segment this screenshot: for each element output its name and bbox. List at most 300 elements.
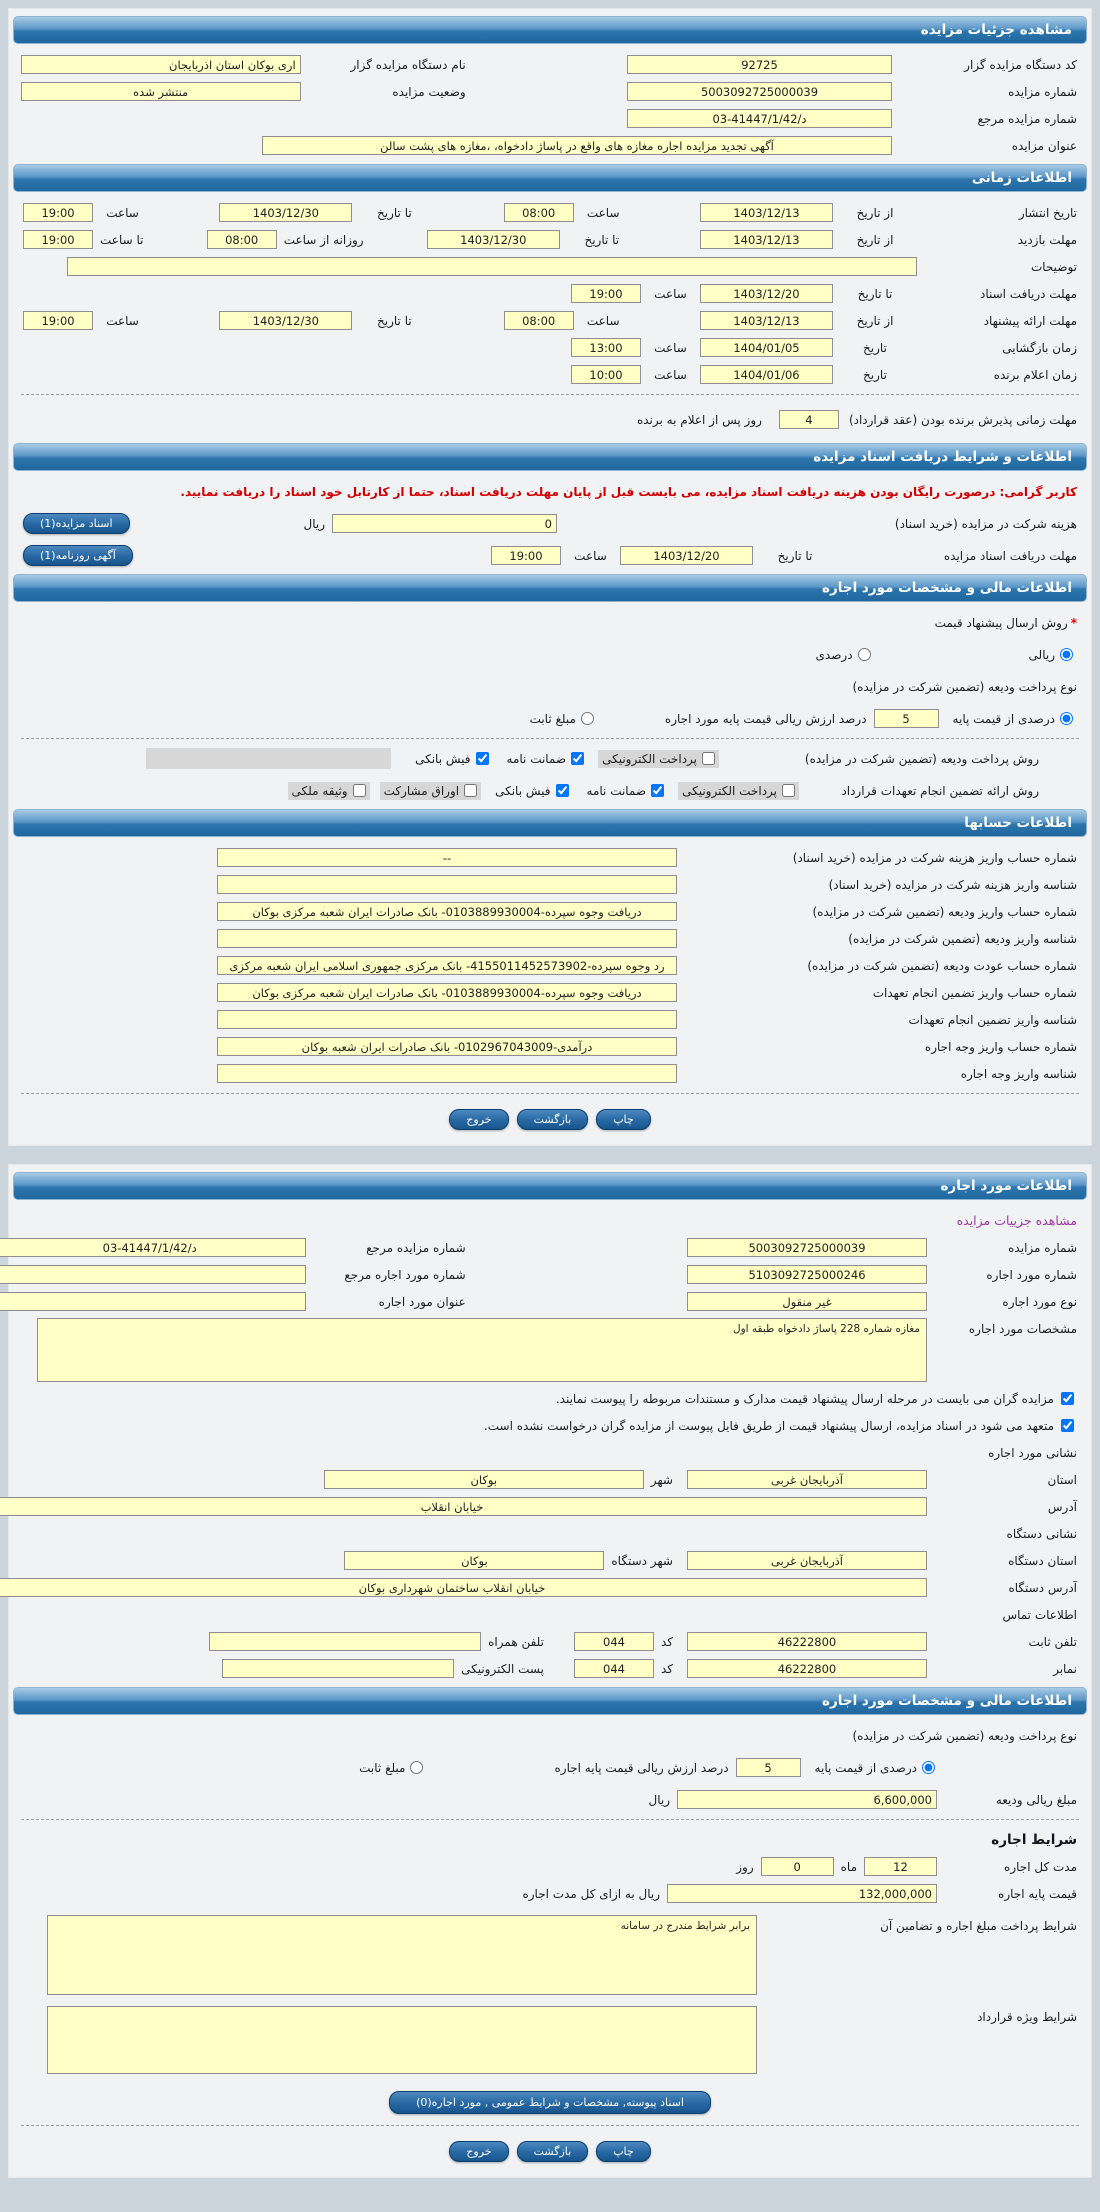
agency-row xyxy=(11,51,1089,78)
account-row xyxy=(11,844,1089,871)
print-button-2[interactable]: چاپ xyxy=(596,2141,651,2162)
visit-from-date-input[interactable] xyxy=(700,230,833,249)
rental-auction-ref-input[interactable] xyxy=(0,1238,306,1257)
epay-deposit-label: پرداخت الکترونیکی xyxy=(602,751,697,766)
item-province-city-row xyxy=(11,1466,1089,1493)
auction-title-input[interactable] xyxy=(262,136,892,155)
rental-specs-label: مشخصات مورد اجاره xyxy=(968,1322,1077,1336)
item-address-heading: نشانی مورد اجاره xyxy=(988,1445,1077,1460)
rental-section-bar xyxy=(13,1172,1087,1200)
attachments-button[interactable]: اسناد پیوسته, مشخصات و شرایط عمومی , مورد اجاره(0) xyxy=(389,2091,711,2114)
agency-name-label: نام دستگاه مزایده گزار xyxy=(350,57,466,72)
percent-of-base-option-2 xyxy=(811,1759,939,1777)
guarantee-letter-deposit-label: ضمانت نامه xyxy=(506,751,567,766)
rental-auction-number-label: شماره مزایده xyxy=(1008,1240,1077,1255)
winner-date-input[interactable] xyxy=(700,365,833,384)
docs-deadline2-label: مهلت دریافت اسناد مزایده xyxy=(943,548,1077,563)
back-button-2[interactable]: بازگشت xyxy=(517,2141,589,2162)
offer-from-time-input[interactable] xyxy=(504,311,574,330)
deposit-amount-row xyxy=(11,1786,1089,1813)
fixed-amount-option xyxy=(526,710,598,728)
rental-auction-ref-group xyxy=(23,1238,466,1257)
account-label: شناسه واریز وجه اجاره xyxy=(960,1066,1077,1081)
duration-label: مدت کل اجاره xyxy=(1004,1859,1077,1874)
to-hour-caption: تا ساعت xyxy=(100,232,144,247)
panel2-buttons-row xyxy=(11,2132,1089,2167)
payment-terms-label: شرایط پرداخت مبلغ اجاره و تضامین آن xyxy=(880,1919,1077,1933)
email-label: پست الکترونیکی xyxy=(461,1661,544,1676)
visit-to-date-input[interactable] xyxy=(427,230,560,249)
epay-deposit-checkbox[interactable] xyxy=(702,752,715,765)
agency-address-input[interactable] xyxy=(0,1578,927,1597)
percent-option-label: درصدی xyxy=(815,647,853,662)
account-row xyxy=(11,979,1089,1006)
base-price-row xyxy=(11,1880,1089,1907)
code-caption: کد xyxy=(660,1661,673,1676)
fulfillment-guarantee-row xyxy=(11,777,1089,804)
separator xyxy=(21,738,1079,739)
to-date-caption: تا تاریخ xyxy=(857,286,893,301)
base-price-label: قیمت پایه اجاره xyxy=(998,1886,1077,1901)
account-value-input[interactable] xyxy=(217,848,677,867)
auction-ref-input[interactable] xyxy=(627,109,892,128)
duration-months-input[interactable] xyxy=(864,1857,937,1876)
from-date-caption: از تاریخ xyxy=(856,205,894,220)
account-row xyxy=(11,1033,1089,1060)
opening-time-row xyxy=(11,334,1089,361)
auction-status-label: وضعیت مزایده xyxy=(392,84,466,99)
bank-receipt-deposit-option xyxy=(411,750,492,768)
price-method-options-row xyxy=(11,641,1089,668)
docs-deadline-time-input[interactable] xyxy=(571,284,641,303)
view-details-link-row xyxy=(11,1207,1089,1234)
special-terms-label: شرایط ویژه قرارداد xyxy=(977,2010,1077,2024)
item-specs-textarea[interactable] xyxy=(37,1318,927,1382)
docs-deadline-date-input[interactable] xyxy=(700,284,833,303)
deposit-amount-label: مبلغ ریالی ودیعه xyxy=(995,1792,1077,1807)
bank-receipt-deposit-label: فیش بانکی xyxy=(415,751,471,766)
fixed-amount-radio[interactable] xyxy=(581,712,594,725)
docs-fee-input[interactable] xyxy=(332,514,557,533)
auction-number-group xyxy=(466,82,1077,101)
acceptance-suffix: روز پس از اعلام به برنده xyxy=(636,412,762,427)
agency-code-input[interactable] xyxy=(627,55,892,74)
account-label: شناسه واریز تضمین انجام تعهدات xyxy=(908,1012,1077,1027)
account-value-input[interactable] xyxy=(217,956,677,975)
date-caption: تاریخ xyxy=(863,367,887,382)
account-value-input[interactable] xyxy=(217,902,677,921)
agency-address-heading: نشانی دستگاه xyxy=(1006,1526,1077,1541)
docs-warning-text: کاربر گرامی: درصورت رایگان بودن هزینه دریافت اسناد مزایده، می بایست قبل از پایان مهلت دریافت اسناد، حتما از کارتابل خود اسناد را دریافت نمایید. xyxy=(180,484,1077,499)
deposit-type2-label-row xyxy=(11,1722,1089,1749)
publish-parts xyxy=(23,203,917,222)
panel1-buttons-row xyxy=(11,1100,1089,1135)
offer-label: مهلت ارائه پیشنهاد xyxy=(983,313,1077,328)
acceptance-days-input[interactable] xyxy=(779,410,839,429)
agency-address-row xyxy=(11,1574,1089,1601)
epay-fulfill-option xyxy=(678,782,799,800)
price-method-label-row xyxy=(11,609,1089,636)
epay-fulfill-label: پرداخت الکترونیکی xyxy=(682,783,777,798)
fixed-amount-label-2: مبلغ ثابت xyxy=(359,1760,406,1775)
docs-section-bar xyxy=(13,443,1087,471)
auction-title-row xyxy=(11,132,1089,159)
visit-from-time-input[interactable] xyxy=(207,230,277,249)
view-auction-details-link[interactable]: مشاهده جزییات مزایده xyxy=(956,1213,1077,1228)
financial-section-title: اطلاعات مالی و مشخصات مورد اجاره xyxy=(822,580,1072,596)
hour-caption: ساعت xyxy=(654,367,687,382)
percent-option xyxy=(812,646,875,664)
auction-number-label: شماره مزایده xyxy=(1008,84,1077,99)
view-details-section-title: مشاهده جزئیات مزایده xyxy=(920,22,1072,38)
property-collateral-fulfill-label: وثیقه ملکی xyxy=(291,783,348,798)
fax-input[interactable] xyxy=(687,1659,927,1678)
hour-caption: ساعت xyxy=(654,286,687,301)
account-label: شناسه واریز هزینه شرکت در مزایده (خرید اسناد) xyxy=(828,877,1077,892)
to-date-caption: تا تاریخ xyxy=(377,205,412,220)
terms-heading: شرایط اجاره xyxy=(991,1831,1077,1848)
fax-code-input[interactable] xyxy=(574,1659,654,1678)
daily-from-hour-caption: روزانه از ساعت xyxy=(283,232,364,247)
no-file-price-checkbox[interactable] xyxy=(1061,1419,1074,1432)
phone-label: تلفن ثابت xyxy=(1028,1634,1077,1649)
opening-time-input[interactable] xyxy=(571,338,641,357)
price-method-label: روش ارسال پیشنهاد قیمت xyxy=(934,615,1068,630)
separator xyxy=(21,2125,1079,2126)
rental-specs-row xyxy=(11,1315,1089,1385)
newspaper-ad-button[interactable]: آگهی روزنامه(1) xyxy=(23,545,133,566)
hour-caption: ساعت xyxy=(574,548,607,563)
account-value-input[interactable] xyxy=(217,875,677,894)
special-terms-textarea[interactable] xyxy=(47,2006,757,2074)
account-value-input[interactable] xyxy=(217,1010,677,1029)
payment-terms-textarea[interactable] xyxy=(47,1915,757,1995)
visit-dates-row xyxy=(11,226,1089,253)
offer-from-date-input[interactable] xyxy=(700,311,833,330)
deposit-pay-method-label: روش پرداخت ودیعه (تضمین شرکت در مزایده) xyxy=(804,751,1039,766)
city-label: شهر xyxy=(650,1472,673,1487)
attach-docs-required-checkbox[interactable] xyxy=(1061,1392,1074,1405)
separator xyxy=(21,394,1079,395)
account-value-input[interactable] xyxy=(217,1037,677,1056)
notes-label: توضیحات xyxy=(1030,259,1077,274)
winner-label: زمان اعلام برنده xyxy=(993,367,1077,382)
code-caption: کد xyxy=(660,1634,673,1649)
auction-number-input[interactable] xyxy=(627,82,892,101)
deposit-amount-input[interactable] xyxy=(677,1790,937,1809)
publish-from-time-input[interactable] xyxy=(504,203,574,222)
mobile-label: تلفن همراه xyxy=(488,1634,544,1649)
docs-fee-label: هزینه شرکت در مزایده (خرید اسناد) xyxy=(894,516,1077,531)
email-input[interactable] xyxy=(222,1659,454,1678)
base-price-input[interactable] xyxy=(667,1884,937,1903)
address-input[interactable] xyxy=(0,1497,927,1516)
rental-item-type-label: نوع مورد اجاره xyxy=(1002,1294,1077,1309)
account-row xyxy=(11,1006,1089,1033)
account-row xyxy=(11,952,1089,979)
auction-number-row xyxy=(11,78,1089,105)
rental-item-ref-label: شماره مورد اجاره مرجع xyxy=(344,1267,466,1282)
opening-label: زمان بازگشایی xyxy=(1002,340,1077,355)
publish-from-date-input[interactable] xyxy=(700,203,833,222)
docs-deadline2-row xyxy=(11,542,1089,569)
to-date-caption: تا تاریخ xyxy=(777,548,813,563)
view-details-section-bar xyxy=(13,16,1087,44)
fulfillment-guarantee-label: روش ارائه تضمین انجام تعهدات قرارداد xyxy=(841,783,1039,798)
account-label: شماره حساب عودت ودیعه (تضمین شرکت در مزایده) xyxy=(807,958,1077,973)
agency-code-group xyxy=(466,55,1077,74)
bank-receipt-fulfill-option xyxy=(491,782,572,800)
guarantee-letter-fulfill-label: ضمانت نامه xyxy=(586,783,647,798)
from-date-caption: از تاریخ xyxy=(856,313,894,328)
offer-parts xyxy=(23,311,917,330)
rental-item-ref-group xyxy=(23,1265,466,1284)
visit-parts xyxy=(23,230,917,249)
accounts-section-title: اطلاعات حسابها xyxy=(964,815,1072,831)
timing-section-title: اطلاعات زمانی xyxy=(971,170,1072,186)
attachments-button-row xyxy=(11,2082,1089,2119)
rental-item-number-label: شماره مورد اجاره xyxy=(986,1267,1077,1282)
account-label: شماره حساب واریز هزینه شرکت در مزایده (خرید اسناد) xyxy=(792,850,1077,865)
visit-label: مهلت بازدید xyxy=(1017,232,1077,247)
province-label: استان xyxy=(1047,1472,1077,1487)
province-input[interactable] xyxy=(687,1470,927,1489)
rental-auction-number-group xyxy=(466,1238,1077,1257)
hour-caption: ساعت xyxy=(106,205,139,220)
account-label: شماره حساب واریز تضمین انجام تعهدات xyxy=(872,985,1077,1000)
timing-section-bar xyxy=(13,164,1087,192)
property-collateral-fulfill-checkbox[interactable] xyxy=(353,784,366,797)
deposit-type-label: نوع پرداخت ودیعه (تضمین شرکت در مزایده) xyxy=(852,679,1077,694)
percent-of-base-option xyxy=(949,710,1077,728)
agency-address-heading-row xyxy=(11,1520,1089,1547)
deposit-type2-options-row xyxy=(11,1754,1089,1781)
financial2-section-bar xyxy=(13,1687,1087,1715)
rental-auction-number-row xyxy=(11,1234,1089,1261)
percent-of-base-label-2: درصدی از قیمت پایه xyxy=(814,1760,917,1775)
winner-announce-row xyxy=(11,361,1089,388)
publish-dates-row xyxy=(11,199,1089,226)
offer-dates-row xyxy=(11,307,1089,334)
guarantee-letter-deposit-checkbox[interactable] xyxy=(571,752,584,765)
separator xyxy=(21,1093,1079,1094)
special-terms-row xyxy=(11,2003,1089,2077)
rial-radio[interactable] xyxy=(1060,648,1073,661)
duration-row xyxy=(11,1853,1089,1880)
disabled-option-strip xyxy=(146,748,391,769)
rental-item-type-row xyxy=(11,1288,1089,1315)
rial-caption: ریال xyxy=(303,516,325,531)
to-date-caption: تا تاریخ xyxy=(377,313,412,328)
contact-heading: اطلاعات تماس xyxy=(1002,1607,1077,1622)
agency-province-label: استان دستگاه xyxy=(1008,1553,1077,1568)
rental-item-title-input[interactable] xyxy=(0,1292,306,1311)
phone-row xyxy=(11,1628,1089,1655)
deposit-pay-method-row xyxy=(11,745,1089,772)
hour-caption: ساعت xyxy=(106,313,139,328)
mobile-input[interactable] xyxy=(209,1632,481,1651)
bank-receipt-deposit-checkbox[interactable] xyxy=(476,752,489,765)
publish-label: تاریخ انتشار xyxy=(1018,205,1077,220)
fax-label: نمابر xyxy=(1053,1661,1077,1676)
auction-ref-label: شماره مزایده مرجع xyxy=(977,111,1077,126)
publish-to-date-input[interactable] xyxy=(219,203,352,222)
acceptance-deadline-row xyxy=(11,401,1089,438)
notes-row xyxy=(11,253,1089,280)
hour-caption: ساعت xyxy=(586,205,620,220)
rental-item-type-input[interactable] xyxy=(687,1292,927,1311)
rental-item-title-label: عنوان مورد اجاره xyxy=(378,1294,466,1309)
back-button[interactable]: بازگشت xyxy=(517,1109,589,1130)
payment-terms-row xyxy=(11,1912,1089,1998)
percent-of-base-radio[interactable] xyxy=(1060,712,1073,725)
hour-caption: ساعت xyxy=(586,313,620,328)
agency-province-input[interactable] xyxy=(687,1551,927,1570)
rental-item-type-group xyxy=(466,1292,1077,1311)
item-address-heading-row xyxy=(11,1439,1089,1466)
percent-suffix: درصد ارزش ریالی قیمت پایه مورد اجاره xyxy=(664,711,867,726)
agency-name-input[interactable] xyxy=(21,55,301,74)
rial-caption: ریال xyxy=(648,1792,670,1807)
panel-auction-details xyxy=(8,8,1092,1146)
days-caption: روز xyxy=(736,1859,754,1874)
docs-deadline2-date-input[interactable] xyxy=(620,546,753,565)
bonds-fulfill-option xyxy=(380,782,481,800)
epay-fulfill-checkbox[interactable] xyxy=(782,784,795,797)
property-collateral-fulfill-option xyxy=(288,782,370,800)
docs-deadline-label: مهلت دریافت اسناد xyxy=(979,286,1077,301)
attach-docs-required-row xyxy=(11,1385,1089,1412)
duration-days-input[interactable] xyxy=(761,1857,834,1876)
guarantee-letter-fulfill-checkbox[interactable] xyxy=(651,784,664,797)
percent-of-base-radio-2[interactable] xyxy=(922,1761,935,1774)
city-input[interactable] xyxy=(324,1470,644,1489)
accounts-section-bar xyxy=(13,809,1087,837)
bonds-fulfill-label: اوراق مشارکت xyxy=(383,783,460,798)
account-label: شماره حساب واریز ودیعه (تضمین شرکت در مزایده) xyxy=(812,904,1077,919)
account-label: شناسه واریز ودیعه (تضمین شرکت در مزایده) xyxy=(848,931,1077,946)
rental-item-number-row xyxy=(11,1261,1089,1288)
terms-heading-row xyxy=(11,1826,1089,1853)
print-button[interactable]: چاپ xyxy=(596,1109,651,1130)
agency-city-label: شهر دستگاه xyxy=(611,1553,673,1568)
base-price-suffix: ریال به ازای کل مدت اجاره xyxy=(522,1886,660,1901)
phone-code-input[interactable] xyxy=(574,1632,654,1651)
auction-status-input[interactable] xyxy=(21,82,301,101)
auction-docs-button[interactable]: اسناد مزایده(1) xyxy=(23,513,130,534)
address-label: آدرس xyxy=(1047,1499,1077,1514)
account-row xyxy=(11,925,1089,952)
fixed-amount-option-2 xyxy=(355,1759,427,1777)
exit-button[interactable]: خروج xyxy=(449,1109,508,1130)
auction-status-group xyxy=(23,82,466,101)
docs-fee-row xyxy=(11,510,1089,537)
account-label: شماره حساب واریز وجه اجاره xyxy=(924,1039,1077,1054)
opening-date-input[interactable] xyxy=(700,338,833,357)
account-row xyxy=(11,1060,1089,1087)
agency-city-input[interactable] xyxy=(344,1551,604,1570)
to-date-caption: تا تاریخ xyxy=(584,232,620,247)
account-value-input[interactable] xyxy=(217,929,677,948)
account-row xyxy=(11,898,1089,925)
rental-item-title-group xyxy=(23,1292,466,1311)
from-date-caption: از تاریخ xyxy=(856,232,894,247)
deposit-type2-label: نوع پرداخت ودیعه (تضمین شرکت در مزایده) xyxy=(852,1728,1077,1743)
rental-item-number-input[interactable] xyxy=(687,1265,927,1284)
agency-address-label: آدرس دستگاه xyxy=(1008,1580,1077,1595)
financial-section-bar xyxy=(13,574,1087,602)
rental-item-number-group xyxy=(466,1265,1077,1284)
visit-to-time-input[interactable] xyxy=(23,230,93,249)
fax-row xyxy=(11,1655,1089,1682)
agency-code-label: کد دستگاه مزایده گزار xyxy=(964,57,1077,72)
bonds-fulfill-checkbox[interactable] xyxy=(464,784,477,797)
offer-to-date-input[interactable] xyxy=(219,311,352,330)
agency-province-city-row xyxy=(11,1547,1089,1574)
fixed-amount-radio-2[interactable] xyxy=(410,1761,423,1774)
bank-receipt-fulfill-label: فیش بانکی xyxy=(495,783,551,798)
acceptance-label: مهلت زمانی پذیرش برنده بودن (عقد قرارداد) xyxy=(848,412,1077,427)
account-row xyxy=(11,871,1089,898)
hour-caption: ساعت xyxy=(654,340,687,355)
phone-input[interactable] xyxy=(687,1632,927,1651)
fixed-amount-label: مبلغ ثابت xyxy=(529,711,576,726)
bank-receipt-fulfill-checkbox[interactable] xyxy=(556,784,569,797)
exit-button-2[interactable]: خروج xyxy=(449,2141,508,2162)
epay-deposit-option xyxy=(598,750,719,768)
account-value-input[interactable] xyxy=(217,1064,677,1083)
auction-ref-row xyxy=(11,105,1089,132)
auction-title-label: عنوان مزایده xyxy=(1011,138,1077,153)
months-caption: ماه xyxy=(840,1859,857,1874)
no-file-price-row xyxy=(11,1412,1089,1439)
docs-section-title: اطلاعات و شرایط دریافت اسناد مزایده xyxy=(813,449,1072,465)
rental-section-title: اطلاعات مورد اجاره xyxy=(940,1178,1072,1194)
docs-warning-row xyxy=(11,478,1089,505)
no-file-price-text: متعهد می شود در اسناد مزایده، ارسال پیشنهاد قیمت از طریق فایل پیوست از مزایده گران درخواست نشده است. xyxy=(483,1418,1054,1433)
offer-to-time-input[interactable] xyxy=(23,311,93,330)
percent-value-2-input[interactable] xyxy=(736,1758,801,1777)
rental-auction-number-input[interactable] xyxy=(687,1238,927,1257)
deposit-type-label-row xyxy=(11,673,1089,700)
deposit-type-options-row xyxy=(11,705,1089,732)
agency-name-group xyxy=(23,55,466,74)
attach-docs-required-text: مزایده گران می بایست در مرحله ارسال پیشنهاد قیمت مدارک و مستندات مربوطه را پیوست نمایند. xyxy=(555,1391,1054,1406)
percent-of-base-label: درصدی از قیمت پایه xyxy=(952,711,1055,726)
financial2-section-title: اطلاعات مالی و مشخصات مورد اجاره xyxy=(822,1693,1072,1709)
required-asterisk: * xyxy=(1070,615,1077,630)
guarantee-letter-fulfill-option xyxy=(583,782,669,800)
account-value-input[interactable] xyxy=(217,983,677,1002)
winner-time-input[interactable] xyxy=(571,365,641,384)
contact-heading-row xyxy=(11,1601,1089,1628)
rial-option-label: ریالی xyxy=(1028,647,1055,662)
rental-item-ref-input[interactable] xyxy=(0,1265,306,1284)
publish-to-time-input[interactable] xyxy=(23,203,93,222)
notes-input[interactable] xyxy=(67,257,917,276)
percent-radio[interactable] xyxy=(858,648,871,661)
percent-suffix-2: درصد ارزش ریالی قیمت پایه اجاره xyxy=(554,1760,729,1775)
docs-deadline-row xyxy=(11,280,1089,307)
rial-option xyxy=(1025,646,1077,664)
date-caption: تاریخ xyxy=(863,340,887,355)
panel-rental-item xyxy=(8,1164,1092,2178)
percent-value-input[interactable] xyxy=(874,709,939,728)
docs-deadline2-time-input[interactable] xyxy=(491,546,561,565)
separator xyxy=(21,1819,1079,1820)
rental-auction-ref-label: شماره مزایده مرجع xyxy=(366,1240,466,1255)
guarantee-letter-deposit-option xyxy=(503,750,589,768)
